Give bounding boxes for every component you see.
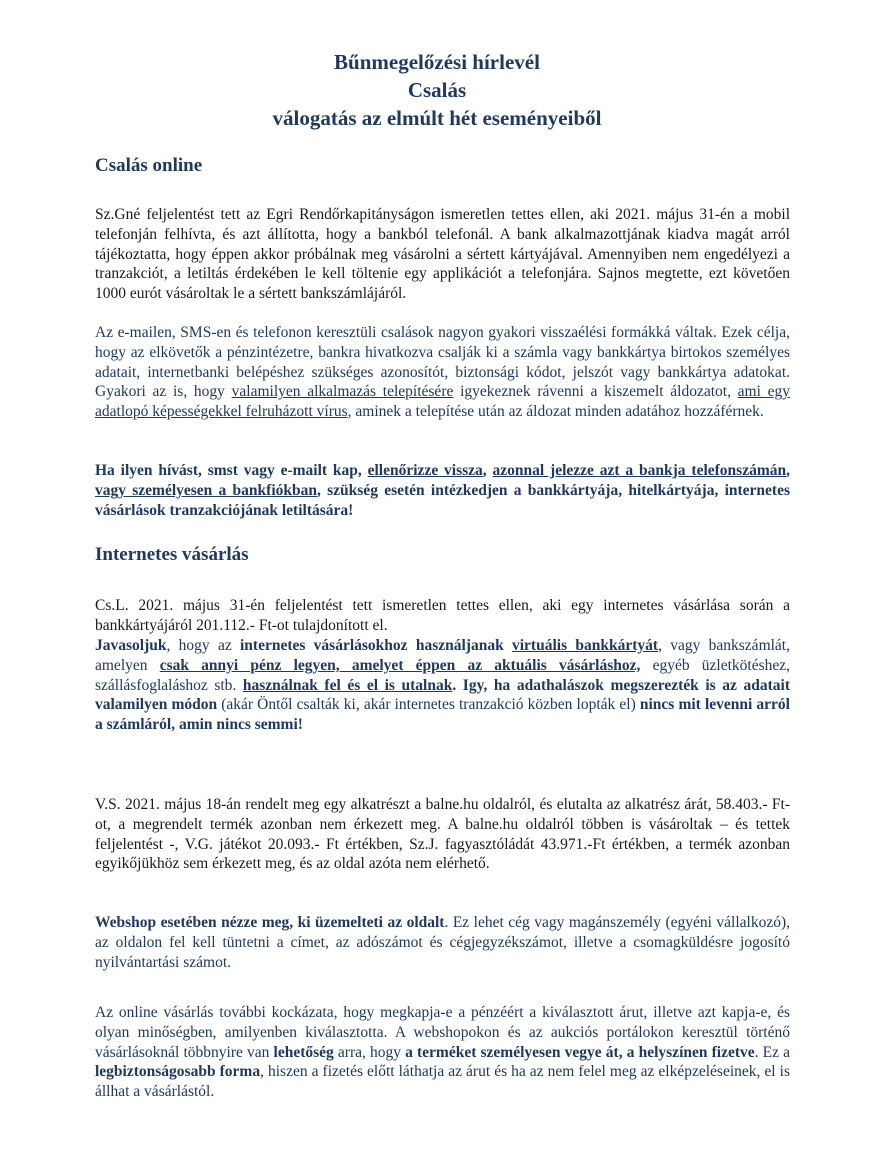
underlined-check-back: ellenőrizze vissza [367,462,483,479]
paragraph-webshop-operator: Webshop esetében nézze meg, ki üzemelteti az oldalt. Ez lehet cég vagy magánszemély (egyéni vállalkozó), az oldalon fel kell tüntetni a címet, az adószámot és cégjegyzékszámot, illetve a csomagküldésre jogosító nyilvántartási számot. [95,914,790,971]
newsletter-subtitle: Csalás [407,78,467,102]
paragraph-online-risk: Az online vásárlás további kockázata, hogy megkapja-e a pénzéért a kiválasztott árut, illetve azt kapja-e, és olyan minőségben, amilyenben kiválasztotta. A webshopokon és az aukciós portálokon keresztül történő vásárlásoknál többnyire van lehetőség arra, hogy a terméket személyesen vegye át, a helyszínen fizetve. Ez a legbiztonságosabb forma, hiszen a fizetés előtt láthatja az árut és ha az nem felel meg az elképzeléseinek, el is állhat a vásárlástól. [95,1004,790,1101]
newsletter-title: Bűnmegelőzési hírlevél [334,50,540,74]
paragraph-case-szg: Sz.Gné feljelentést tett az Egri Rendőrkapitányságon ismeretlen tettes ellen, aki 2021. május 31-én a mobil telefonján felhívta, és azt állította, hogy a bankból telefonál. A bank alkalmazottjának kiadva magát arról tájékoztatta, hogy éppen akkor próbálnak meg vásárolni a sértett kártyájával. Amennyiben nem engedélyezi a tranzakciót, a letiltás érdekében le kell töltenie egy applikációt a telefonjára. Sajnos megtette, ezt követően 1000 eurót vásároltak le a sértett bankszámlájáról. [95,206,790,303]
paragraph-case-csl: Cs.L. 2021. május 31-én feljelentést tett ismeretlen tettes ellen, aki egy internetes vásárlása során a bankkártyájáról 201.112.- Ft-ot tulajdonított el. [95,597,790,634]
underlined-branch: vagy személyesen a bankfiókban [95,481,317,499]
underlined-virtual-card: virtuális bankkártyát [511,637,659,654]
underlined-app-install: valamilyen alkalmazás telepítésére [231,383,454,401]
section-heading-online-fraud: Csalás online [95,155,203,176]
newsletter-tagline: válogatás az elmúlt hét eseményeiből [272,106,602,130]
paragraph-case-vs: V.S. 2021. május 18-án rendelt meg egy alkatrészt a balne.hu oldalról, és elutalta az alkatrész árát, 58.403.- Ft-ot, a megrendelt termék azonban nem érkezett meg. A balne.hu oldalról többen is vásároltak – és tettek feljelentést -, V.G. játékot 20.093.- Ft értékben, Sz.J. fagyasztóládát 43.971.-Ft értékben, a termék azonban egyikőjükhöz sem érkezett meg, és az oldal azóta nem elérhető. [95,796,790,873]
underlined-notify-bank: azonnal jelezze azt a bankja telefonszámán [492,462,787,479]
paragraph-fraud-explanation: Az e-mailen, SMS-en és telefonon keresztüli csalások nagyon gyakori visszaélési formákká váltak. Ezek célja, hogy az elkövetők a pénzintézetre, bankra hivatkozva csalják ki a számla vagy bankkártya birtokos személyes adatait, internetbanki belépéshez szükséges azonosítót, biztonsági kódot, jelszót vagy bankkártya adatokat. Gyakori az is, hogy valamilyen alkalmazás telepítésére igyekeznek rávenni a kiszemelt áldozatot, ami egy adatlopó képességekkel felruházott vírus, aminek a telepítése után az áldozat minden adatához hozzáférnek. [95,324,791,421]
section-heading-internet-shopping: Internetes vásárlás [95,544,249,565]
underlined-virus: ami egy adatlopó képességekkel felruházott vírus [95,383,791,421]
paragraph-warning: Ha ilyen hívást, smst vagy e-mailt kap, ellenőrizze vissza, azonnal jelezze azt a bankja telefonszámán, vagy személyesen a bankfiókban, szükség esetén intézkedjen a bankkártyája, hitelkártyája, internetes vásárlások tranzakciójának letiltására! [95,462,790,519]
underlined-use-and-transfer: használnak fel és el is utalnak [242,676,453,694]
underlined-only-enough-money: csak annyi pénz legyen, amelyet éppen az aktuális vásárláshoz, [159,656,641,674]
paragraph-recommendation: Javasoljuk, hogy az internetes vásárlásokhoz használjanak virtuális bankkártyát, vagy bankszámlát, amelyen csak annyi pénz legyen, amelyet éppen az aktuális vásárláshoz, egyéb üzletkötéshez, szállásfoglaláshoz stb. használnak fel és el is utalnak. Igy, ha adathalászok megszerezték is az adatait valamilyen módon (akár Öntől csalták ki, akár internetes tranzakció közben lopták el) nincs mit levenni arról a számláról, amin nincs semmi! [95,637,791,734]
